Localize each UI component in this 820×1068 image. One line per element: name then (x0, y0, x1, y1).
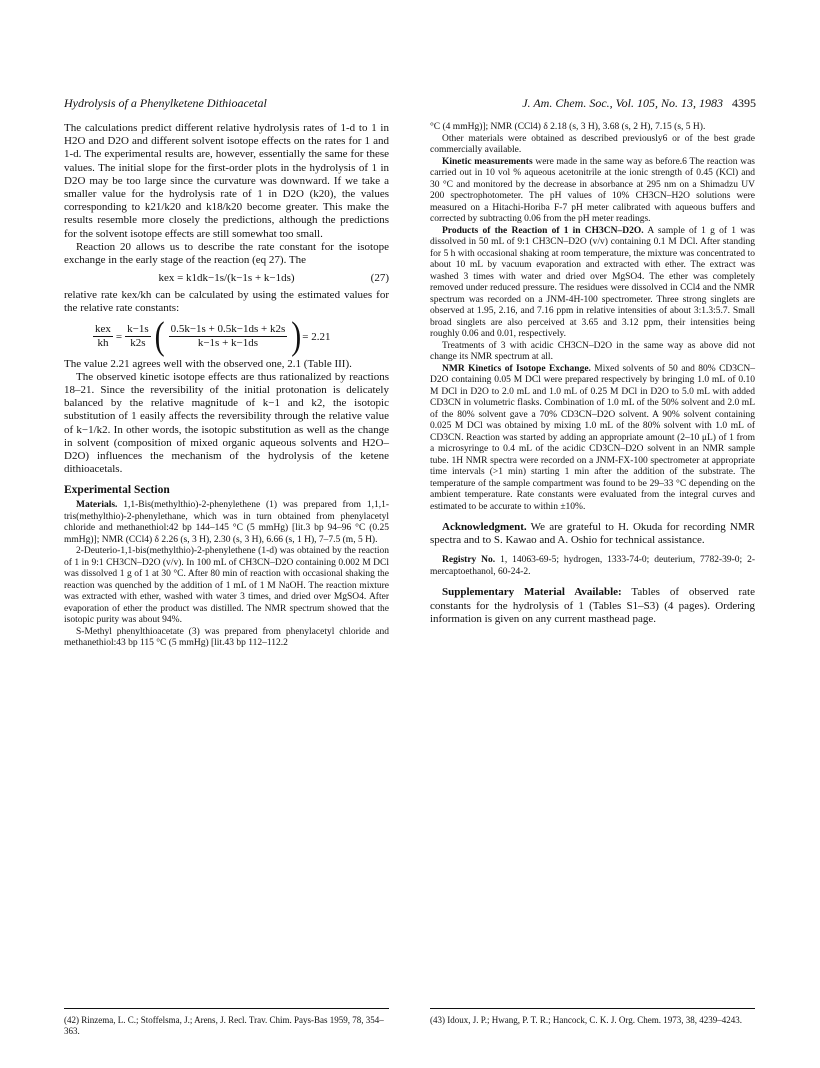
equation-27 (64, 271, 389, 285)
paragraph-continued: °C (4 mmHg)]; NMR (CCl4) δ 2.18 (s, 3 H), 3.68 (s, 2 H), 7.15 (s, 5 H). (430, 122, 706, 132)
paragraph-relative-rate: relative rate kex/kh can be calculated by using the estimated values for the relative rate constants: (64, 289, 389, 315)
paragraph-agreement: The value 2.21 agrees well with the observed one, 2.1 (Table III). (64, 357, 352, 370)
paragraph-registry (430, 555, 755, 578)
paragraph-treatments: Treatments of 3 with acidic CH3CN–D2O in the same way as above did not change its NMR spectrum at all. (430, 340, 755, 362)
fraction-2 (169, 323, 288, 350)
footnote-43: (43) Idoux, J. P.; Hwang, P. T. R.; Hancock, C. K. J. Org. Chem. 1973, 38, 4239–4243. (430, 1015, 742, 1025)
paragraph-reaction-20: Reaction 20 allows us to describe the rate constant for the isotope exchange in the early stage of the reaction (eq 27). The (64, 240, 389, 267)
fraction-1-den: k2s (130, 337, 146, 350)
right-paren: ) (291, 314, 302, 358)
nmr-text: Mixed solvents of 50 and 80% CD3CN–D2O containing 0.05 M DCl were prepared respectively by bringing 1.0 mL of 0.10 M DCl in D2O to 2.0 mL and 1.0 mL of 0.25 M DCl in D2O to 5.0 mL with added CD3CN in volumetric flasks. Combination of 1.0 mL of the 50% solvent and 2.0 mL of the 80% solvent gave a 70% CD3CN–D2O solvent. A 90% solvent containing 0.025 M DCl was obtained by mixing 1.0 mL of the 80% solvent with 1.0 mL of CD3CN. Reaction was started by adding an appropriate amount (2–10 μL) of 1 from a microsyringe to 0.4 mL of the acidic CD3CN–D2O solvent in an NMR sample tube. 1H NMR spectra were recorded on a JNM-FX-100 spectrometer at appropriate time intervals (>1 min) starting 1 min after the addition of the substrate. The temperature of the sample compartment was found to be 29–33 °C depending on the ambient temperature. Rate constants were evaluated from the integral curves and estimated to be accurate to within ±10%. (430, 363, 755, 512)
paragraph-calculations: The calculations predict different relative hydrolysis rates of 1-d to 1 in H2O and D2O and different solvent isotope effects on the rates for 1 and 1-d. The experimental results are, however, essentially the same for these values. The initial slope for the first-order plots in the hydrolysis of 1 in D2O may be too large since the curvature was downward. If we take a smaller value for the hydrolysis rate of 1 in D2O (k20), the values corresponding to k21/k20 and k18/k20 become greater. This make the results resemble more closely the predictions, although the predictions for the solvent isotope effects are still somewhat too small. (64, 122, 389, 240)
fraction-lhs (93, 323, 113, 350)
paragraph-nmr-kinetics (430, 364, 755, 514)
paragraph-s-methyl: S-Methyl phenylthioacetate (3) was prepared from phenylacetyl chloride and methanethiol:43 bp 115 °C (5 mmHg) [lit.43 bp 112–112.2 (64, 626, 389, 649)
footnote-42: (42) Rinzema, L. C.; Stoffelsma, J.; Arens, J. Recl. Trav. Chim. Pays-Bas 1959, 78, 354–363. (64, 1015, 384, 1036)
equation-relative-rate (90, 314, 389, 358)
left-column (64, 122, 389, 650)
kinetic-text: were made in the same way as before.6 The reaction was carried out in 10 vol % aqueous acetonitrile at the ionic strength of 0.45 (KCl) and 30 °C and monitored by the decrease in absorbance at 295 nm on a Shimadzu UV 200 spectrophotometer. The pH values of 10% CH3CN–H2O solutions were measured on a Hitachi-Horiba F-7 pH meter calibrated with aqueous buffers and corrected by subtracting 0.06 from the pH meter readings. (430, 156, 755, 224)
paragraph-materials (64, 500, 389, 546)
paragraph-kinetic-measurements (430, 157, 755, 226)
fraction-lhs-num: kex (95, 323, 111, 336)
runin-kinetic: Kinetic measurements (442, 156, 533, 167)
paragraph-other-materials: Other materials were obtained as described previously6 or of the best grade commercially available. (430, 133, 755, 155)
paragraph-kinetic-isotope: The observed kinetic isotope effects are thus rationalized by reactions 18–21. Since the reversibility of the initial protonation is delicately balanced by the relative magnitude of k−1 and k2, the isotopic substitution of 1 easily affects the reversibility through the relative value of k−1/k2. In other words, the isotopic substitution as well as the change in solvent (composition of mixed organic aqueous solvents and H2O–D2O) influences the mechanism of the hydrolysis of the ketene dithioacetals. (64, 370, 389, 476)
paragraph-supplementary (430, 586, 755, 626)
products-text: A sample of 1 g of 1 was dissolved in 50 mL of 9:1 CH3CN–D2O (v/v) containing 0.1 M DCl. After standing for 5 h with occasional shaking at room temperature, the mixture was concentrated to about 10 mL by vacuum evaporation and extracted with ether. The extract was washed 3 times with water and dried over MgSO4. The ether was completely removed under reduced pressure. The residues were dissolved in CCl4 and the NMR spectrum was recorded on a JNM-4H-100 spectrometer. Three strong singlets are observed at 1.95, 2.16, and 7.16 ppm in relative intensities of about 3:1.3:5.7. Small broad singlets are also perceived at 3.65 and 3.12 ppm, their intensities being roughly 0.06 and 0.01, respectively. (430, 225, 755, 339)
fraction-1 (125, 323, 150, 350)
equation-27-body: kex = k1dk−1s/(k−1s + k−1ds) (158, 272, 295, 285)
journal-name: J. Am. Chem. Soc., (522, 96, 613, 110)
section-title-experimental: Experimental Section (64, 484, 170, 497)
runin-supp: Supplementary Material Available: (442, 586, 622, 599)
runin-registry: Registry No. (442, 555, 496, 566)
journal-volume: Vol. 105, No. 13, 1983 (615, 96, 723, 110)
footnote-rule-left (64, 1008, 389, 1009)
running-title: Hydrolysis of a Phenylketene Dithioacetal (64, 96, 267, 110)
equation-27-number: (27) (370, 272, 389, 285)
runin-ack: Acknowledgment. (442, 521, 527, 533)
right-column (430, 122, 755, 626)
footnote-rule-right (430, 1008, 755, 1009)
fraction-1-num: k−1s (127, 323, 149, 336)
runin-products: Products of the Reaction of 1 in CH3CN–D2O. (442, 225, 644, 236)
equation-result: = 2.21 (302, 330, 331, 343)
left-paren: ( (154, 314, 165, 358)
journal-citation (522, 96, 756, 111)
runin-materials: Materials. (76, 500, 118, 511)
paragraph-acknowledgment (430, 521, 755, 547)
page-number: 4395 (732, 96, 756, 110)
supp-text: Tables of observed rate constants for the hydrolysis of 1 (Tables S1–S3) (4 pages). Ordering information is given on any current masthead page. (430, 586, 755, 625)
fraction-2-num: 0.5k−1s + 0.5k−1ds + k2s (170, 323, 286, 336)
paragraph-deuterio: 2-Deuterio-1,1-bis(methylthio)-2-phenylethene (1-d) was obtained by the reaction of 1 in 9:1 CH3CN–D2O (v/v). In 100 mL of CH3CN–D2O containing 0.002 M DCl was dissolved 1 g of 1 at 30 °C. After 80 min of reaction with occasional shaking the reaction was quenched by the addition of 1 mL of 1 M NaOH. The reaction mixture was extracted with ether, washed with water 3 times, and dried over MgSO4. After evaporation of ether the product was distilled. The NMR spectrum showed that the isotopic purity was about 94%. (64, 546, 389, 626)
materials-text: 1,1-Bis(methylthio)-2-phenylethene (1) was prepared from 1,1,1-tris(methylthio)-2-phenylethane, which was in turn obtained from phenylacetyl chloride and methanethiol:42 bp 144–145 °C (5 mmHg) [lit.3 bp 94–96 °C (0.25 mmHg)]; NMR (CCl4) δ 2.26 (s, 3 H), 2.30 (s, 3 H), 6.66 (s, 1 H), 7–7.5 (m, 5 H). (64, 500, 389, 545)
paragraph-products (430, 226, 755, 341)
fraction-lhs-den: kh (97, 337, 109, 350)
equals-sign: = (115, 330, 123, 343)
ack-text: We are grateful to H. Okuda for recording NMR spectra and to S. Kawao and A. Oshio for technical assistance. (430, 521, 755, 547)
fraction-2-den: k−1s + k−1ds (197, 337, 259, 350)
runin-nmr: NMR Kinetics of Isotope Exchange. (442, 363, 591, 374)
registry-text: 1, 14063-69-5; hydrogen, 1333-74-0; deuterium, 7782-39-0; 2-mercaptoethanol, 60-24-2. (430, 555, 755, 577)
